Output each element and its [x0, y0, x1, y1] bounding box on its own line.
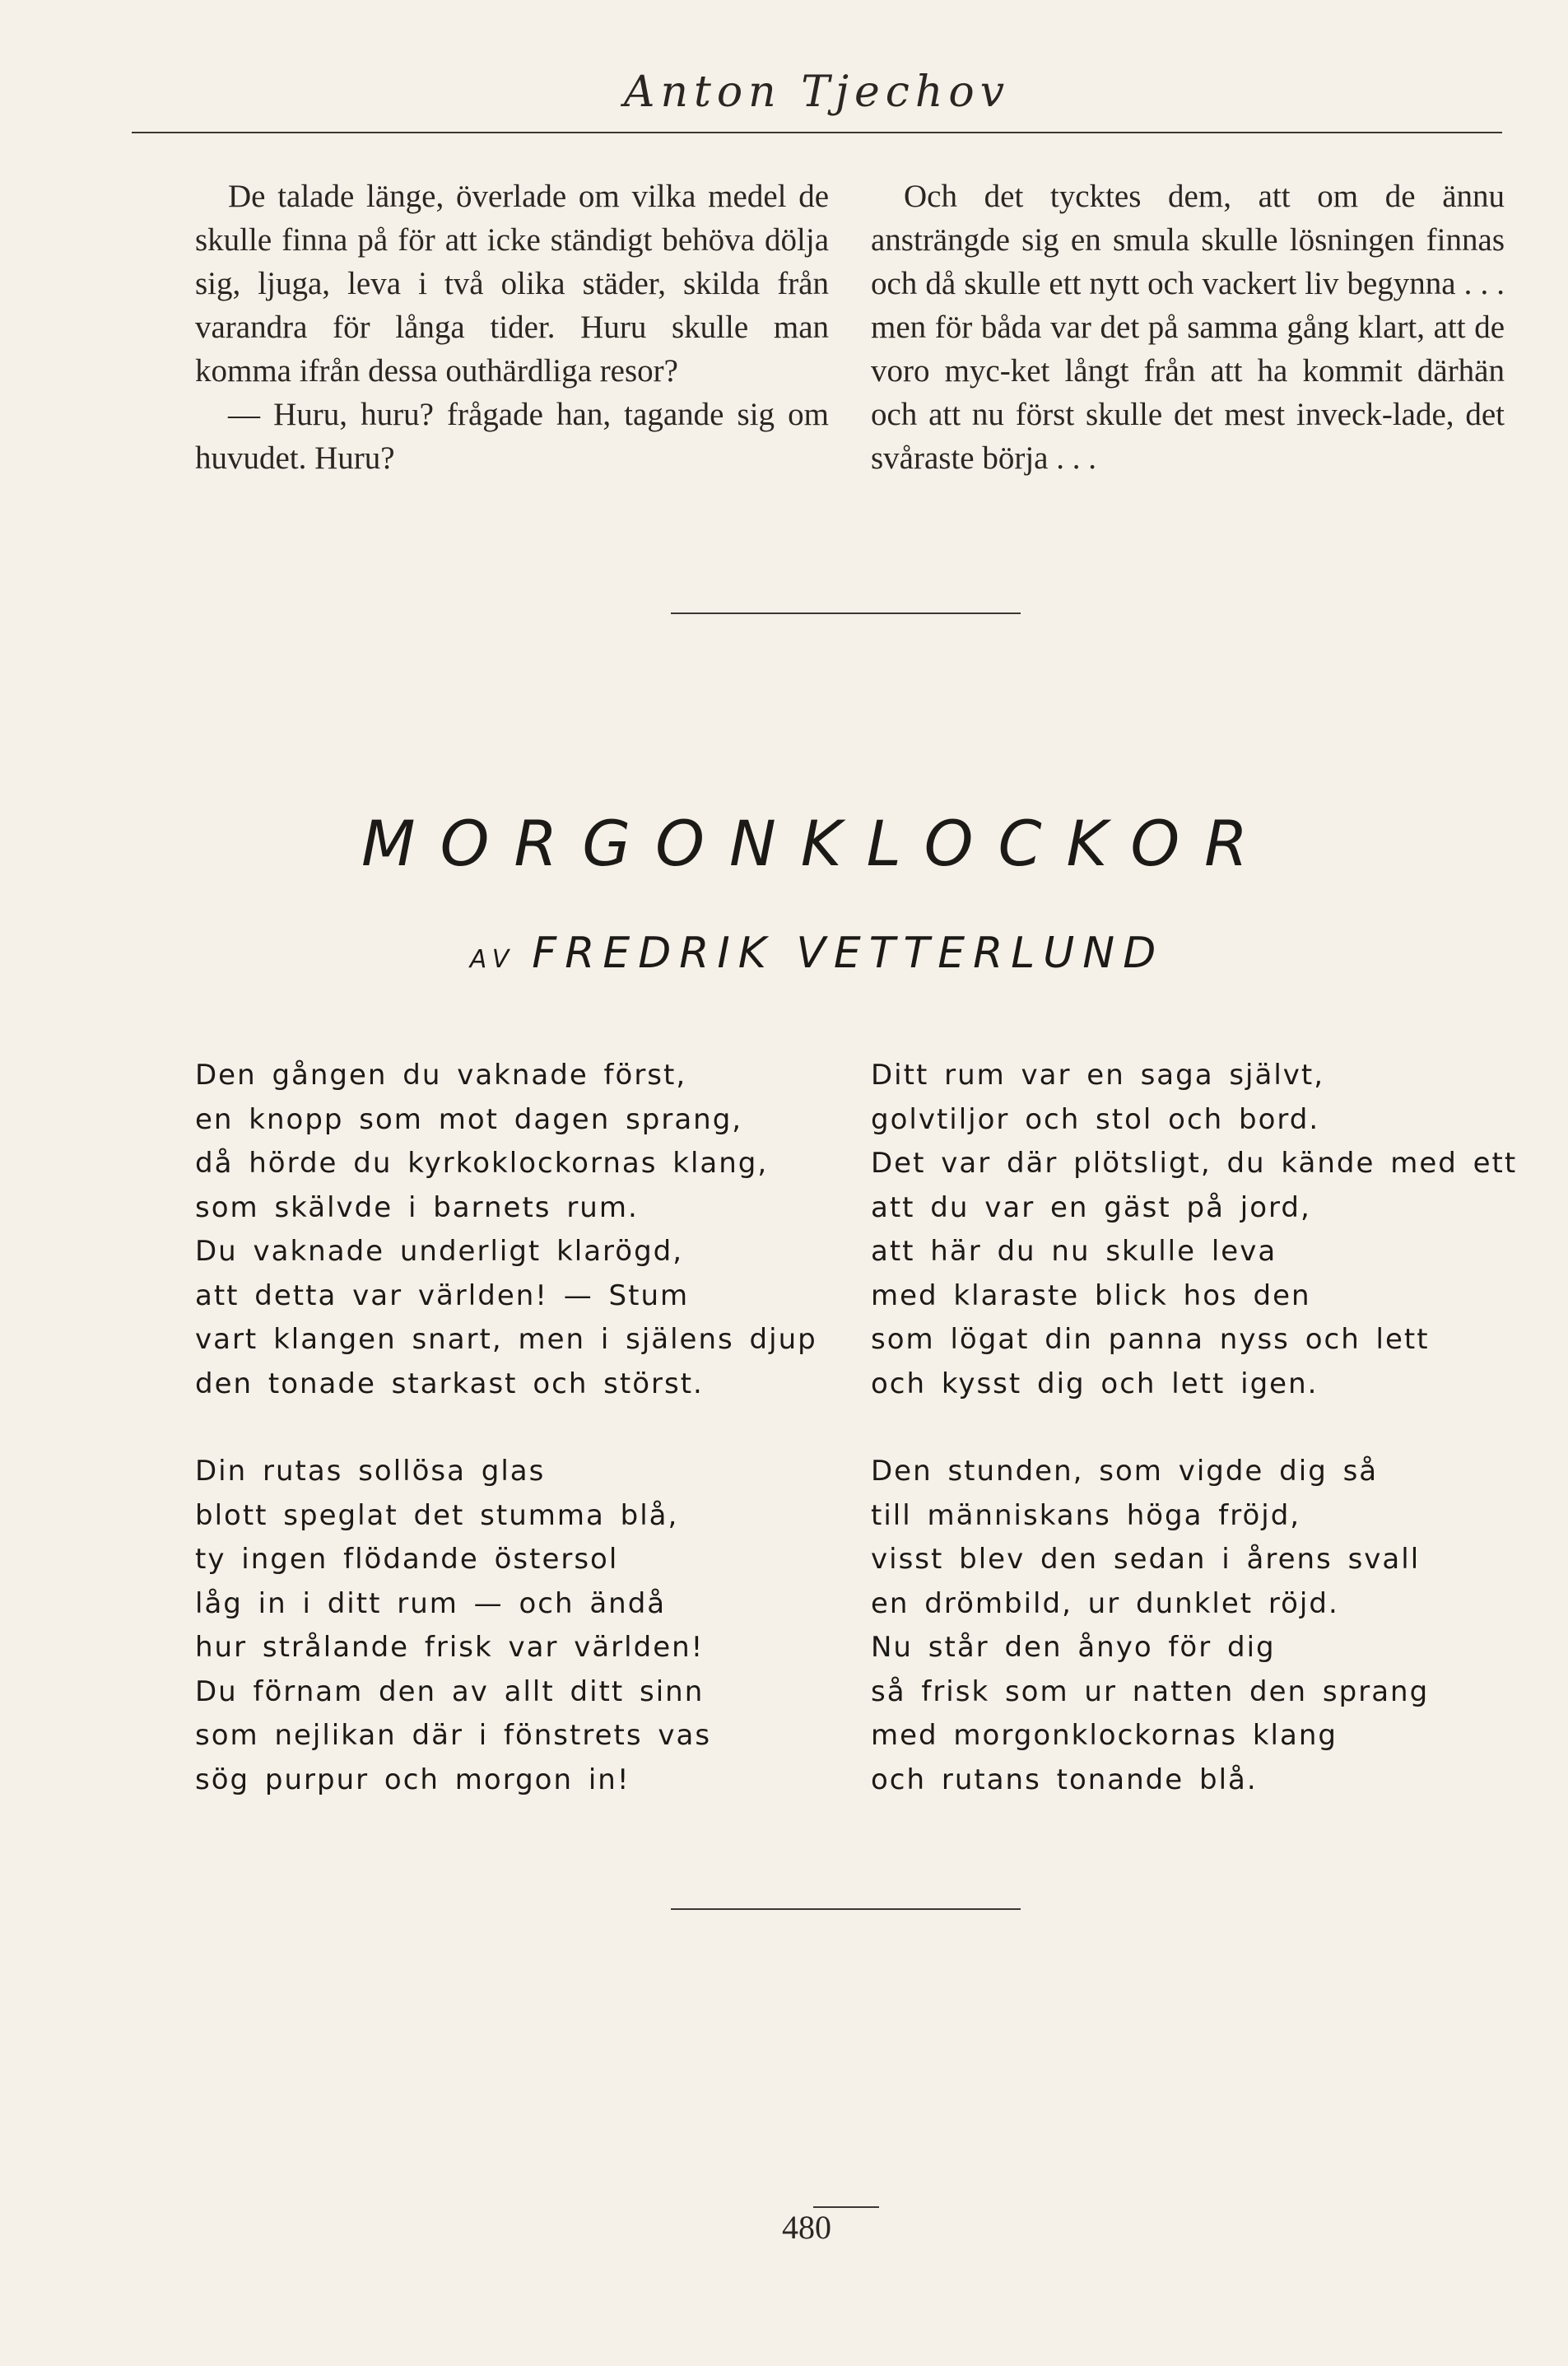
poem-column-left — [195, 1054, 854, 1802]
poem-line: Du förnam den av allt ditt sinn — [195, 1674, 705, 1708]
poem-line: en drömbild, ur dunklet röjd. — [871, 1586, 1339, 1620]
section-divider — [671, 1908, 1021, 1910]
poem-line: Det var där plötsligt, du kände med ett — [871, 1147, 1518, 1180]
poem-line: vart klangen snart, men i själens djup — [195, 1323, 817, 1356]
prose-column-left — [195, 175, 829, 480]
prose-column-right — [871, 175, 1505, 480]
poem-stanza — [195, 1450, 854, 1802]
prose-paragraph: De talade länge, överlade om vilka medel de skulle finna på för att icke ständigt behöva dölja sig, ljuga, leva i två olika städer, skilda från varandra för långa tider. Huru skulle man komma ifrån dessa outhärdliga resor? — [195, 179, 829, 389]
poem-stanza — [195, 1054, 854, 1406]
poem-line: då hörde du kyrkoklockornas klang, — [195, 1147, 769, 1180]
poem-title: MORGONKLOCKOR — [361, 807, 1273, 880]
poem-line: som lögat din panna nyss och lett — [871, 1323, 1430, 1356]
poem-line: Ditt rum var en saga självt, — [871, 1059, 1325, 1092]
header-rule — [132, 132, 1502, 133]
poem-line: Nu står den ånyo för dig — [871, 1631, 1276, 1664]
poem-line: sög purpur och morgon in! — [195, 1763, 630, 1796]
poem-line: och kysst dig och lett igen. — [871, 1367, 1319, 1400]
poem-line: som skälvde i barnets rum. — [195, 1190, 639, 1224]
poem-line: att detta var världen! — Stum — [195, 1278, 690, 1312]
poem-column-right — [871, 1054, 1529, 1802]
running-head: Anton Tjechov — [623, 68, 1011, 117]
poem-line: den tonade starkast och störst. — [195, 1367, 704, 1400]
poem-line: Din rutas sollösa glas — [195, 1455, 546, 1488]
poem-line: ty ingen flödande östersol — [195, 1543, 619, 1576]
poem-line: en knopp som mot dagen sprang, — [195, 1102, 743, 1136]
poem-byline — [132, 929, 1502, 978]
prose-paragraph: — Huru, huru? frågade han, tagande sig om huvudet. Huru? — [195, 397, 829, 476]
poem-line: låg in i ditt rum — och ändå — [195, 1586, 667, 1620]
poem-line: med morgonklockornas klang — [871, 1719, 1338, 1752]
poem-line: så frisk som ur natten den sprang — [871, 1674, 1430, 1708]
byline-prefix: AV — [469, 945, 516, 974]
poem-line: och rutans tonande blå. — [871, 1763, 1258, 1796]
poem-line: blott speglat det stumma blå, — [195, 1498, 679, 1532]
poem-line: som nejlikan där i fönstrets vas — [195, 1719, 712, 1752]
poem-line: Den stunden, som vigde dig så — [871, 1455, 1379, 1488]
page-number: 480 — [782, 2209, 831, 2246]
poem-line: Den gången du vaknade först, — [195, 1059, 687, 1092]
poem-line: golvtiljor och stol och bord. — [871, 1102, 1320, 1136]
section-divider — [671, 612, 1021, 614]
byline-author: FREDRIK VETTERLUND — [532, 929, 1165, 978]
poem-line: att du var en gäst på jord, — [871, 1190, 1311, 1224]
poem-line: att här du nu skulle leva — [871, 1235, 1277, 1268]
prose-paragraph: Och det tycktes dem, att om de ännu ansträngde sig en smula skulle lösningen finnas och då skulle ett nytt och vackert liv begynna . . . men för båda var det på samma gång klart, att de voro myc-ket långt från att ha kommit därhän och att nu först skulle det mest inveck-lade, det svåraste börja . . . — [871, 179, 1505, 476]
poem-line: Du vaknade underligt klarögd, — [195, 1235, 684, 1268]
poem-line: med klaraste blick hos den — [871, 1278, 1311, 1312]
poem-stanza — [871, 1054, 1529, 1406]
poem-line: hur strålande frisk var världen! — [195, 1631, 705, 1664]
poem-stanza — [871, 1450, 1529, 1802]
poem-line: till människans höga fröjd, — [871, 1498, 1301, 1532]
poem-line: visst blev den sedan i årens svall — [871, 1543, 1421, 1576]
